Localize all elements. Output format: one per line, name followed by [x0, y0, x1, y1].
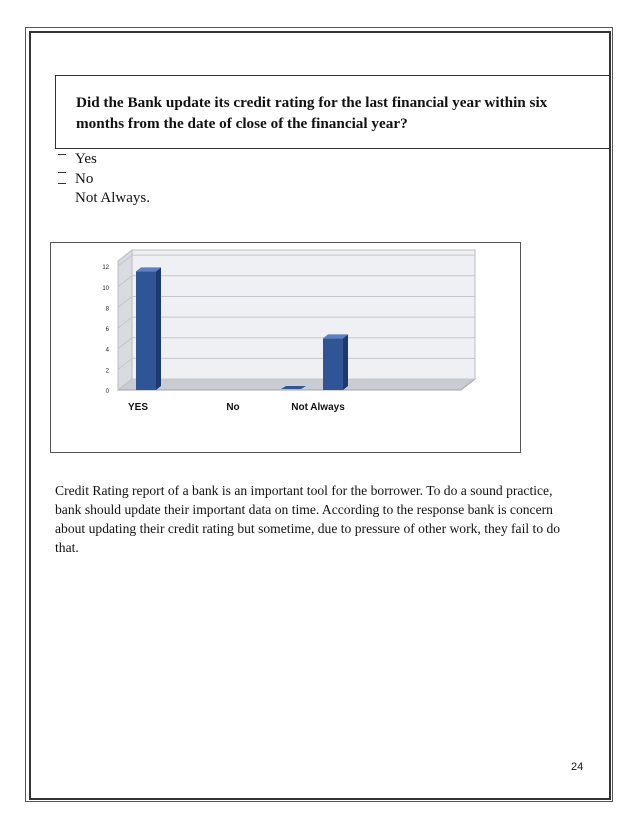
y-tick-label: 6 [105, 327, 109, 334]
chart-frame [50, 242, 521, 453]
x-category-label: Not Always [291, 402, 345, 413]
bar-side [156, 267, 161, 390]
bar-front [136, 271, 156, 390]
option-label: Yes [75, 151, 97, 167]
bar-side [343, 334, 348, 390]
bar-front [323, 338, 343, 390]
option-label: No [75, 170, 94, 187]
body-paragraph: Credit Rating report of a bank is an important tool for the borrower. To do a sound practice, bank should update their important data on time. According to the response bank is concern about updating their credit rating but sometime, due to pressure of other work, they fail to do that. [55, 483, 561, 555]
y-tick-label: 0 [105, 389, 109, 395]
option-bullet [58, 183, 66, 184]
x-category-label: No [226, 402, 240, 413]
chart-side-wall [118, 250, 132, 390]
option-label: Not Always. [75, 190, 150, 206]
question-text: Did the Bank update its credit rating for the last financial year within six months from the date of close of the financial year? [76, 94, 548, 132]
bar-yes [136, 267, 161, 390]
bar-chart [51, 243, 520, 452]
question-box [55, 75, 611, 149]
option-bullet [58, 172, 66, 173]
chart-back-wall [132, 250, 475, 379]
page-number: 24 [571, 761, 584, 773]
y-tick-label: 2 [105, 368, 109, 375]
bar-not-always [323, 334, 348, 390]
y-tick-label: 8 [105, 306, 109, 313]
y-tick-label: 4 [105, 347, 109, 354]
option-bullet [58, 154, 66, 155]
x-category-label: YES [127, 402, 149, 413]
y-tick-label: 12 [102, 265, 109, 272]
y-tick-label: 10 [102, 285, 109, 292]
